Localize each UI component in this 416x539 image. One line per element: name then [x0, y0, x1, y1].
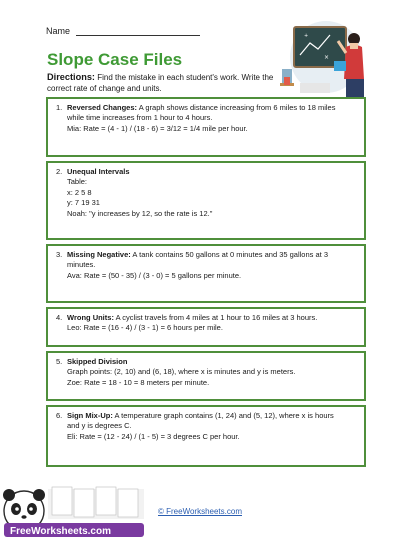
- svg-text:×: ×: [324, 54, 330, 61]
- problem-answer: Ava: Rate = (50 - 35) / (3 - 0) = 5 gallons per minute.: [67, 270, 242, 280]
- problem-title: Missing Negative:: [67, 250, 131, 259]
- problem-answer: Zoe: Rate = 18 - 10 = 8 meters per minute.: [67, 377, 210, 387]
- problem-text: minutes.: [67, 260, 96, 270]
- problem-text: Graph points: (2, 10) and (6, 18), where x is minutes and y is meters.: [67, 367, 296, 377]
- directions-text: Find the mistake in each student's work. Write the correct rate of change and units.: [47, 73, 274, 93]
- problem-text: while time increases from 1 hour to 4 hours.: [67, 113, 213, 123]
- name-line: [76, 27, 200, 36]
- problem-number: 2.: [56, 167, 63, 176]
- problem-answer: Noah: "y increases by 12, so the rate is 12.": [67, 208, 213, 218]
- problem-answer: Leo: Rate = (16 - 4) / (3 - 1) = 6 hours per mile.: [67, 323, 223, 333]
- problem-text: y: 7 19 31: [67, 198, 100, 208]
- problem-text: A cyclist travels from 4 miles at 1 hour to 16 miles at 3 hours.: [113, 313, 318, 322]
- problem-title: Skipped Division: [67, 357, 128, 366]
- teacher-illustration: [280, 17, 378, 102]
- problem-box-3: [46, 244, 366, 303]
- problem-text: and y is degrees C.: [67, 421, 132, 431]
- problem-number: 1.: [56, 103, 63, 112]
- problem-box-6: [46, 405, 366, 467]
- problem-text: A tank contains 50 gallons at 0 minutes and 35 gallons at 3: [130, 250, 328, 259]
- freeworksheets-logo: [0, 483, 150, 539]
- name-label: Name: [46, 26, 71, 36]
- problem-answer: Mia: Rate = (4 - 1) / (18 - 6) = 3/12 = 1/4 mile per hour.: [67, 123, 248, 133]
- problem-title: Wrong Units:: [67, 313, 114, 322]
- problem-title: Reversed Changes:: [67, 103, 138, 112]
- directions: [47, 72, 297, 94]
- svg-text:+: +: [304, 33, 309, 39]
- problem-list: [46, 97, 366, 471]
- page-title: Slope Case Files: [47, 50, 183, 69]
- problem-box-2: [46, 161, 366, 240]
- problem-number: 6.: [56, 411, 63, 420]
- problem-title: Unequal Intervals: [67, 167, 130, 176]
- problem-title: Sign Mix-Up:: [67, 411, 113, 420]
- problem-number: 3.: [56, 250, 63, 259]
- problem-answer: Eli: Rate = (12 - 24) / (1 - 5) = 3 degrees C per hour.: [67, 431, 240, 441]
- problem-number: 4.: [56, 313, 63, 322]
- problem-text: Table:: [67, 177, 88, 187]
- directions-label: Directions:: [47, 72, 95, 82]
- problem-box-4: [46, 307, 366, 347]
- name-row: [46, 26, 200, 36]
- problem-text: A graph shows distance increasing from 6 miles to 18 miles: [137, 103, 336, 112]
- logo-text: FreeWorksheets.com: [10, 526, 111, 537]
- problem-text: A temperature graph contains (1, 24) and (5, 12), where x is hours: [112, 411, 334, 420]
- problem-box-1: [46, 97, 366, 157]
- copyright-link[interactable]: © FreeWorksheets.com: [158, 507, 242, 516]
- problem-text: x: 2 5 8: [67, 187, 92, 197]
- problem-box-5: [46, 351, 366, 401]
- problem-number: 5.: [56, 357, 63, 366]
